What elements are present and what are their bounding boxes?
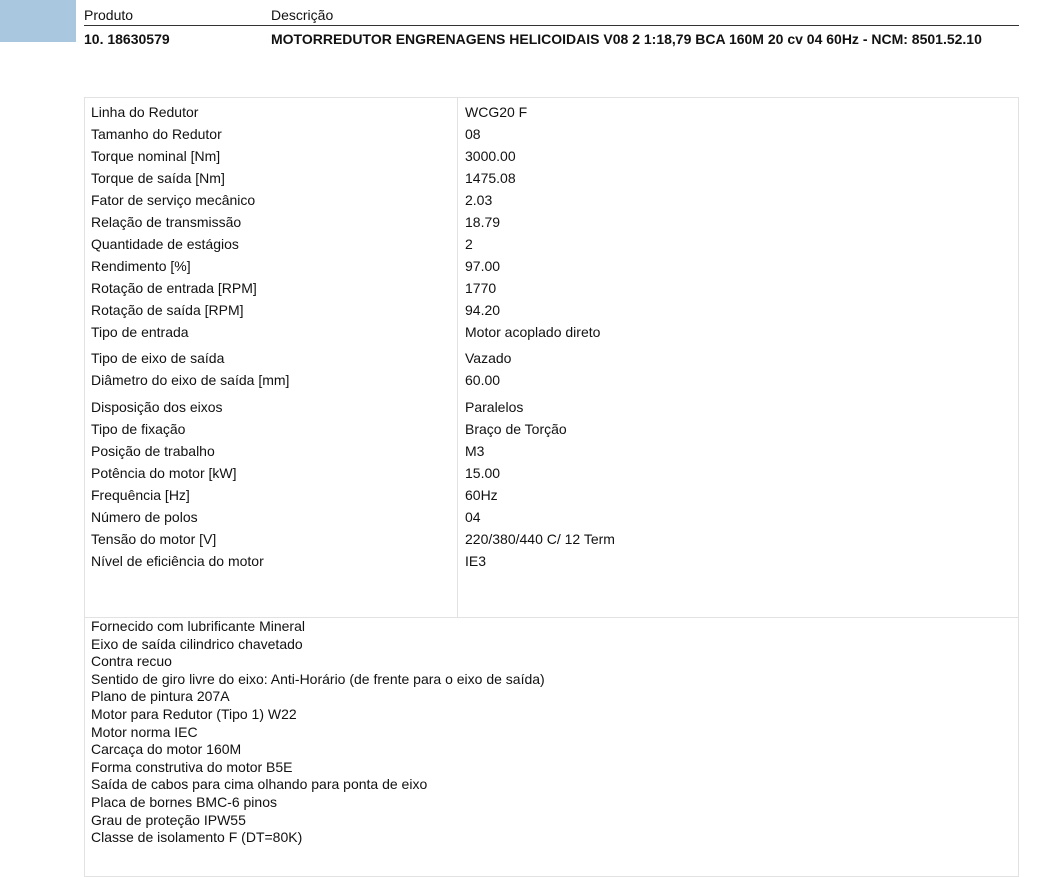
product-code: 10. 18630579 [84,31,170,47]
spec-label: Quantidade de estágios [91,236,239,252]
spec-row [85,188,1020,210]
product-description: MOTORREDUTOR ENGRENAGENS HELICOIDAIS V08 2 1:18,79 BCA 160M 20 cv 04 60Hz - NCM: 8501.52.10 [271,31,982,47]
spec-row [85,505,1020,527]
spec-label: Rendimento [%] [91,258,191,274]
spec-row [85,395,1020,417]
spec-table-column-divider [457,97,458,617]
spec-row [85,298,1020,320]
note-line: Motor para Redutor (Tipo 1) W22 [91,706,297,722]
column-header-descricao: Descrição [271,7,334,23]
spec-label: Tipo de entrada [91,324,189,340]
spec-row [85,483,1020,505]
note-line: Sentido de giro livre do eixo: Anti-Horário (de frente para o eixo de saída) [91,670,545,687]
spec-label: Tipo de eixo de saída [91,350,225,366]
spec-label: Posição de trabalho [91,443,215,459]
spec-label: Frequência [Hz] [91,487,190,503]
spec-row [85,346,1020,368]
spec-value: 60Hz [465,487,498,503]
spec-row [85,527,1020,549]
spec-value: IE3 [465,553,487,569]
spec-label: Rotação de saída [RPM] [91,302,244,318]
spec-row [85,320,1020,342]
spec-value: Paralelos [465,399,524,415]
spec-value: 04 [465,509,481,525]
spec-value: 94.20 [465,302,501,318]
spec-value: M3 [465,443,485,459]
note-line: Eixo de saída cilindrico chavetado [91,635,303,652]
spec-label: Disposição dos eixos [91,399,223,415]
spec-value: 220/380/440 C/ 12 Term [465,531,615,547]
spec-row [85,549,1020,571]
spec-value: Vazado [465,350,512,366]
spec-label: Rotação de entrada [RPM] [91,280,257,296]
spec-value: 08 [465,126,481,142]
spec-label: Número de polos [91,509,198,525]
spec-row [85,144,1020,166]
note-line: Classe de isolamento F (DT=80K) [91,829,303,846]
note-line: Forma construtiva do motor B5E [91,758,293,775]
spec-value: 97.00 [465,258,501,274]
spec-value: 1475.08 [465,170,516,186]
note-line: Carcaça do motor 160M [91,741,242,758]
note-line: Plano de pintura 207A [91,688,230,705]
spec-value: Motor acoplado direto [465,324,601,340]
note-line: Motor norma IEC [91,723,198,740]
spec-label: Tipo de fixação [91,421,186,437]
spec-row [85,210,1020,232]
note-line: Contra recuo [91,653,172,670]
spec-row [85,417,1020,439]
spec-table [84,97,1019,617]
spec-label: Linha do Redutor [91,104,199,120]
note-line: Saída de cabos para cima olhando para ponta de eixo [91,776,428,793]
spec-row [85,166,1020,188]
spec-value: WCG20 F [465,104,528,120]
header-divider [84,25,1019,26]
spec-row [85,122,1020,144]
spec-row [85,232,1020,254]
spec-value: Braço de Torção [465,421,567,437]
spec-value: 3000.00 [465,148,516,164]
spec-value: 15.00 [465,465,501,481]
spec-label: Tensão do motor [V] [91,531,217,547]
spec-label: Diâmetro do eixo de saída [mm] [91,372,290,388]
spec-label: Torque nominal [Nm] [91,148,221,164]
spec-label: Torque de saída [Nm] [91,170,225,186]
spec-value: 18.79 [465,214,501,230]
spec-value: 2 [465,236,473,252]
note-line: Placa de bornes BMC-6 pinos [91,794,277,810]
column-header-produto: Produto [84,7,134,23]
spec-label: Fator de serviço mecânico [91,192,256,208]
note-line: Fornecido com lubrificante Mineral [91,618,305,634]
spec-label: Relação de transmissão [91,214,242,230]
spec-row [85,461,1020,483]
spec-label: Potência do motor [kW] [91,465,237,481]
spec-value: 60.00 [465,372,501,388]
corner-accent-block [0,0,76,42]
spec-row [85,254,1020,276]
spec-label: Tamanho do Redutor [91,126,222,142]
spec-value: 1770 [465,280,497,296]
spec-row [85,439,1020,461]
spec-row [85,100,1020,122]
note-line: Grau de proteção IPW55 [91,811,246,828]
spec-row [85,276,1020,298]
spec-value: 2.03 [465,192,493,208]
spec-label: Nível de eficiência do motor [91,553,264,569]
spec-row [85,368,1020,390]
